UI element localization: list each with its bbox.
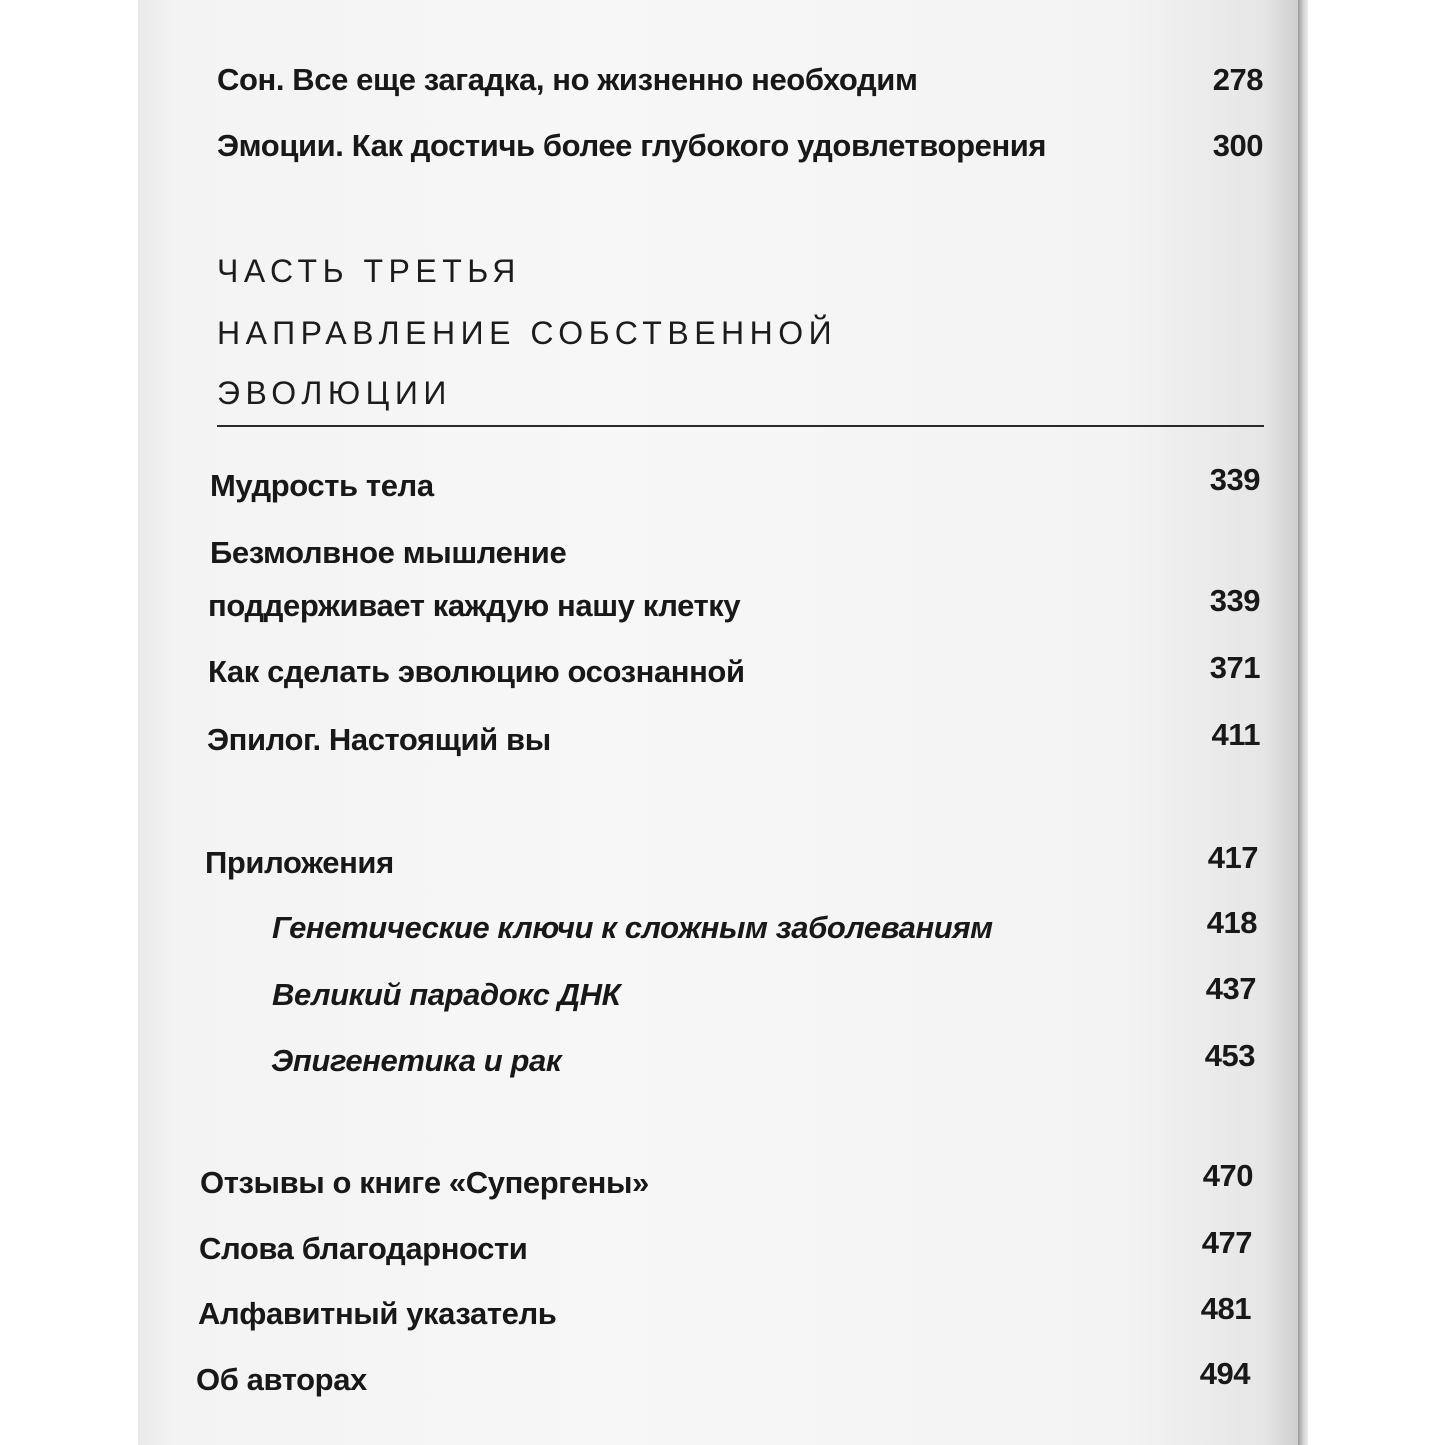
toc-entry-page: 339	[1209, 583, 1260, 618]
toc-entry-page: 300	[1212, 128, 1263, 163]
toc-subentry-title: Эпигенетика и рак	[271, 1043, 562, 1078]
toc-entry-page: 339	[1209, 462, 1260, 497]
part-heading-label: ЧАСТЬ ТРЕТЬЯ	[217, 253, 521, 289]
toc-subentry-title: Генетические ключи к сложным заболеваниям	[272, 910, 993, 945]
part-heading-title: НАПРАВЛЕНИЕ СОБСТВЕННОЙ	[217, 315, 838, 351]
toc-entry-page: 371	[1209, 650, 1260, 685]
toc-entry-page: 411	[1211, 717, 1260, 752]
toc-entry-page: 418	[1206, 905, 1257, 940]
toc-entry-page: 494	[1199, 1356, 1250, 1391]
toc-entry-title: Сон. Все еще загадка, но жизненно необходим	[217, 62, 918, 97]
page-edge	[1298, 0, 1308, 1445]
toc-entry-page: 477	[1201, 1225, 1252, 1260]
toc-entry-title: Слова благодарности	[199, 1231, 528, 1266]
toc-entry-title: Об авторах	[196, 1362, 367, 1397]
toc-entry-page: 453	[1204, 1038, 1255, 1073]
toc-entry-page: 278	[1212, 62, 1263, 97]
toc-entry-title: Безмолвное мышление	[210, 535, 567, 570]
toc-entry-page: 481	[1200, 1291, 1251, 1326]
part-divider	[217, 425, 1264, 427]
part-heading-title: ЭВОЛЮЦИИ	[217, 375, 452, 411]
toc-subentry-title: Великий парадокс ДНК	[272, 977, 621, 1012]
toc-entry-title: поддерживает каждую нашу клетку	[208, 588, 741, 623]
toc-entry-title: Алфавитный указатель	[198, 1296, 557, 1331]
toc-entry-title: Отзывы о книге «Супергены»	[200, 1165, 649, 1200]
toc-entry-title: Как сделать эволюцию осознанной	[208, 654, 745, 689]
toc-entry-page: 470	[1202, 1158, 1253, 1193]
toc-entry-title: Эпилог. Настоящий вы	[207, 722, 551, 757]
toc-entry-page: 417	[1207, 840, 1258, 875]
toc-appendices-title: Приложения	[205, 845, 394, 880]
toc-entry-page: 437	[1205, 971, 1256, 1006]
toc-entry-title: Эмоции. Как достичь более глубокого удовлетворения	[217, 128, 1047, 163]
toc-entry-title: Мудрость тела	[210, 468, 434, 503]
